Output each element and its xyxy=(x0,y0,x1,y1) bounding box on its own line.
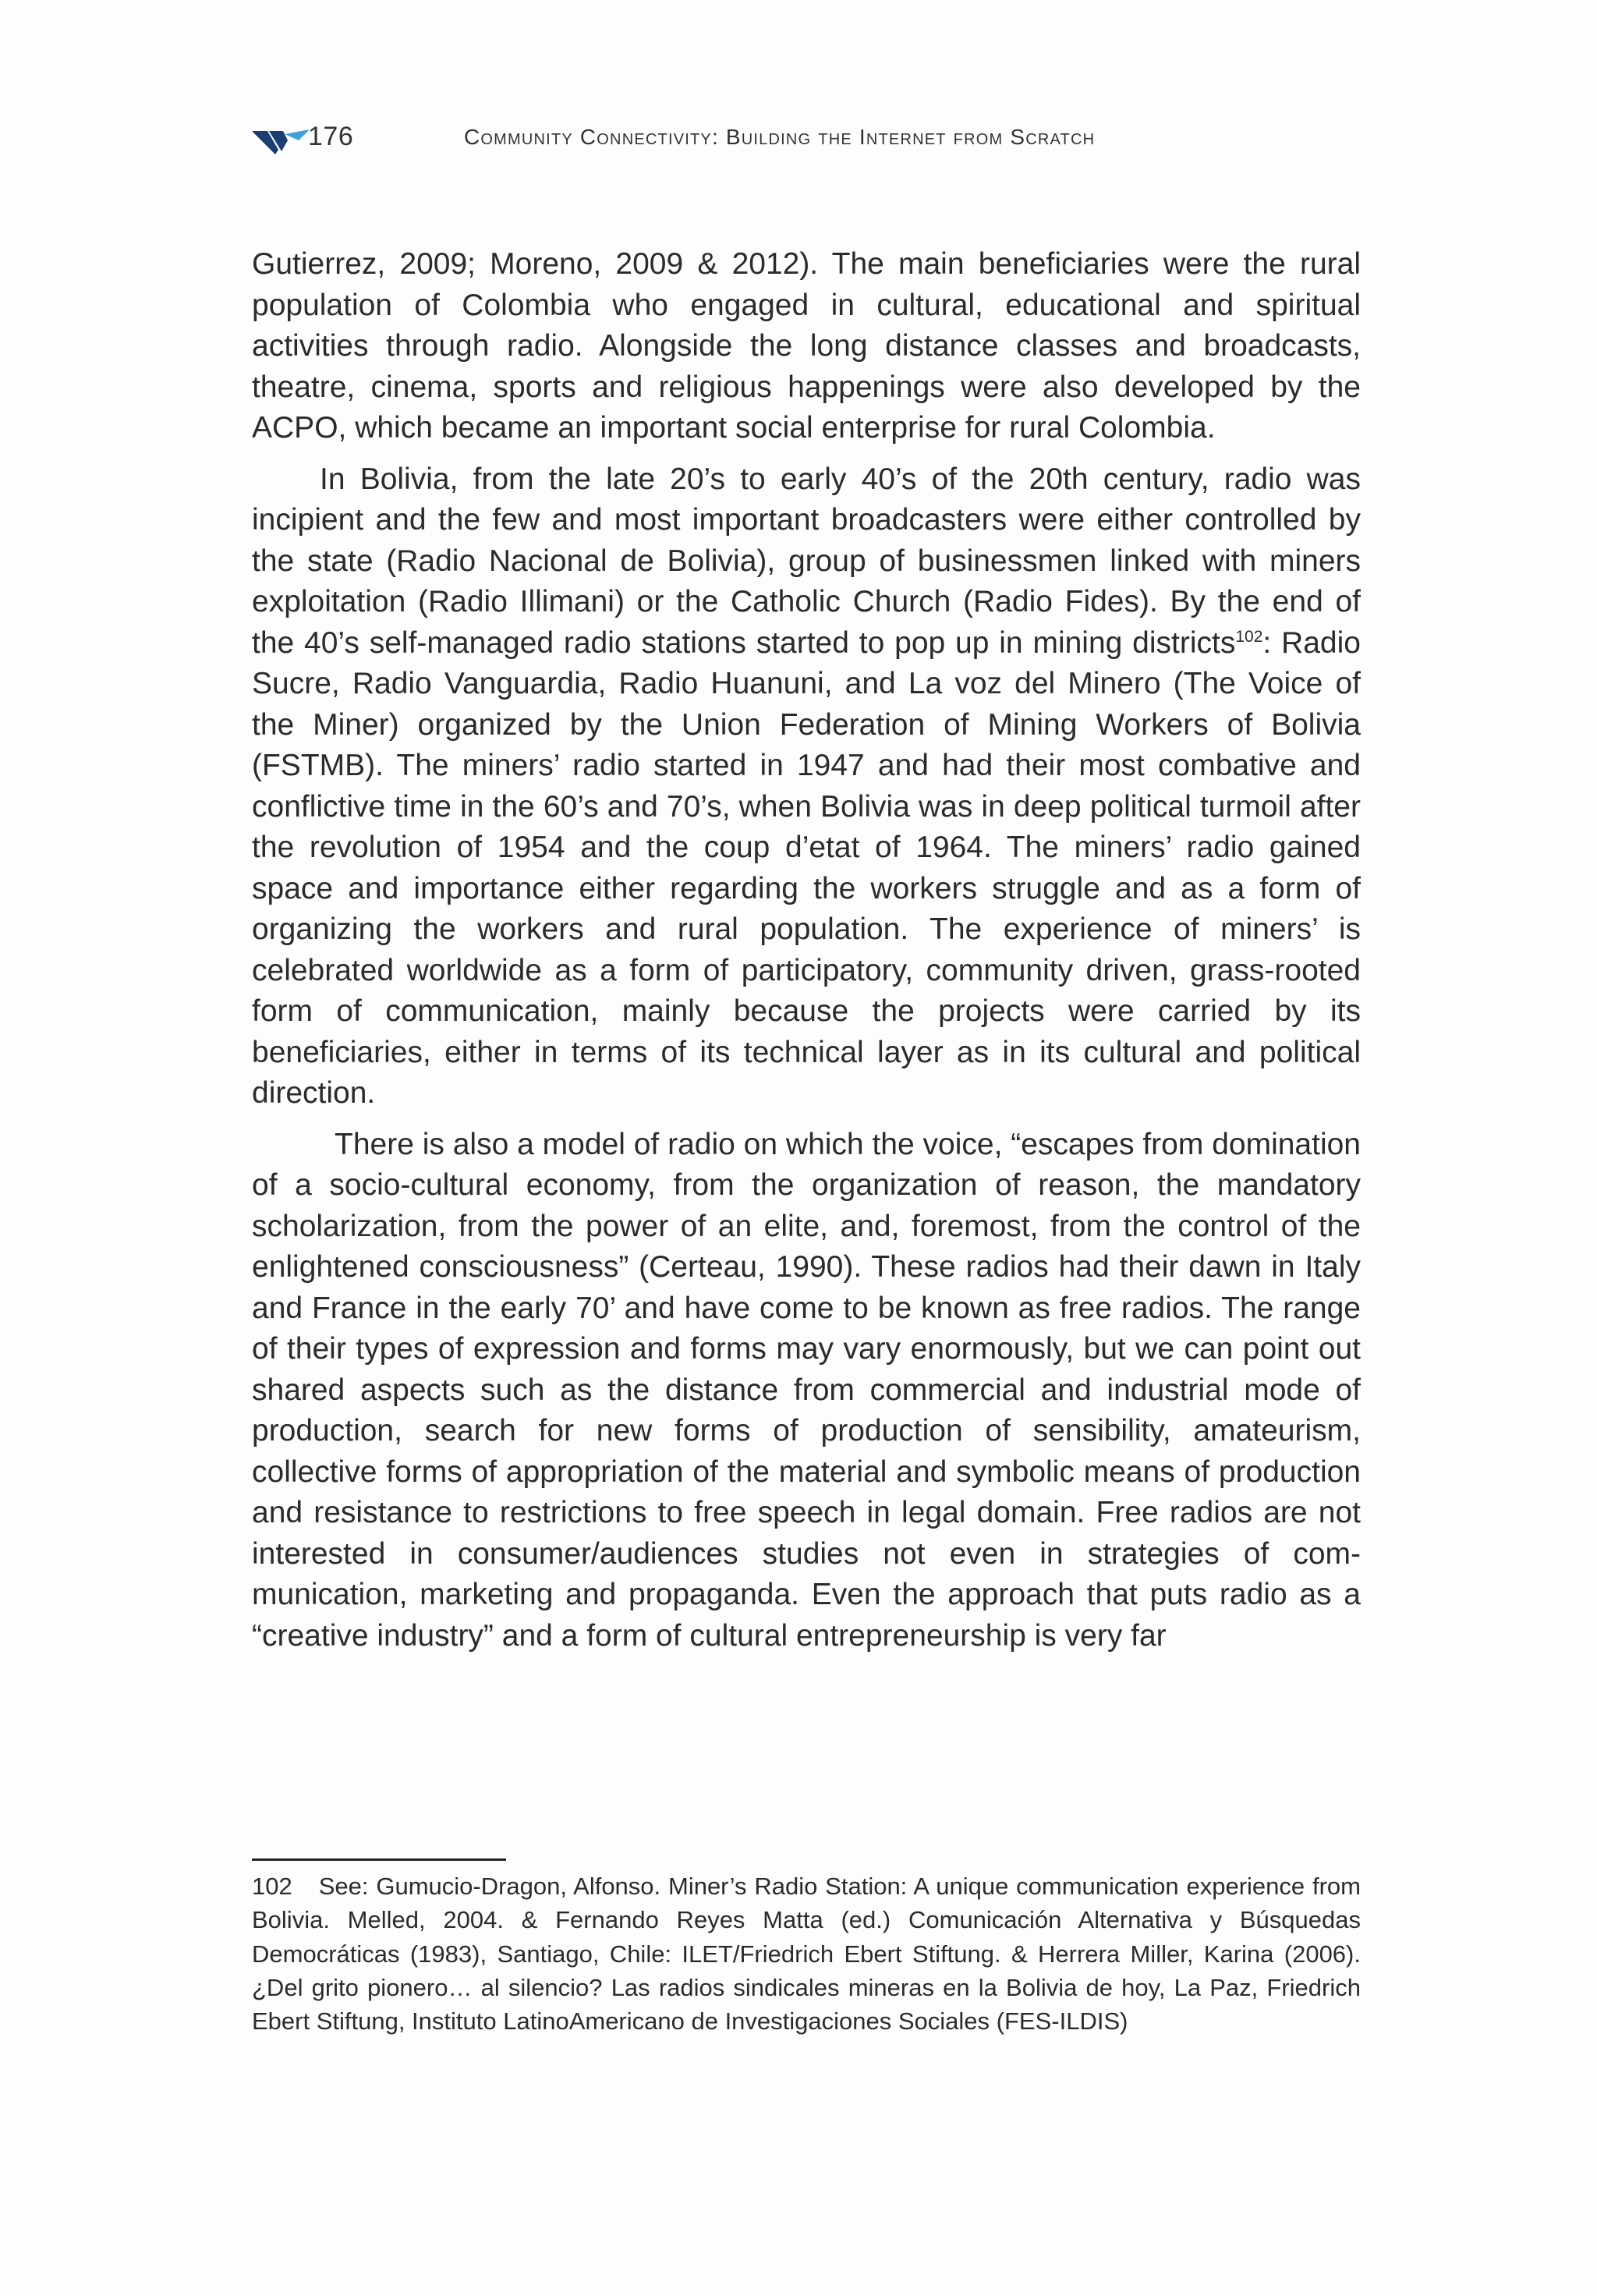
page-number: 176 xyxy=(308,122,354,151)
footnote-divider xyxy=(252,1858,506,1861)
paragraph: There is also a model of radio on which the voice, “escapes from domination of a socio-cultural economy, from the organization of reason, the mandatory scholarization, from the power of an elite, and, foremost, from the control of the enlightened consciousness” (Certeau, 1990). These radios had their dawn in Italy and France in the early 70’ and have come to be known as free radios. The range of their types of expression and forms may vary enormously, but we can point out shared aspects such as the distance from commercial and industrial mode of production, search for new forms of production of sensibility, amateurism, collective forms of appropriation of the material and symbolic means of production and resistance to restrictions to free speech in legal domain. Free radios are not interested in consumer/audiences studies not even in strategies of communication, marketing and propaganda. Even the approach that puts radio as a “creative industry” and a form of cultural entrepreneurship is very far xyxy=(252,1127,1361,1653)
paragraph-text: In Bolivia, from the late 20’s to early 40’s of the 20th century, radio was incipient and the few and most important broadcasters were either controlled by the state (Radio Nacional de Bolivia), group of businessmen linked with miners exploitation (Radio Illimani) or the Catholic Church (Radio Fides). By the end of the 40’s self-managed radio stations started to pop up in mining districts xyxy=(252,462,1361,660)
paragraph xyxy=(252,459,1361,1114)
page-header xyxy=(252,117,1367,164)
running-title: Community Connectivity: Building the Internet from Scratch xyxy=(464,125,1096,149)
footnote-number: 102 xyxy=(252,1873,292,1900)
body-text xyxy=(252,244,1361,1667)
footnote xyxy=(252,1869,1361,2038)
footnote-reference[interactable]: 102 xyxy=(1235,627,1263,646)
footnote-text: See: Gumucio-Dragon, Alfonso. Miner’s Radio Station: A unique communication experience from Bolivia. Melled, 2004. & Fernando Reyes Matta (ed.) Comunicación Alternativa y Búsquedas Democráticas (1983), Santiago, Chile: ILET/Friedrich Ebert Stiftung. & Herrera Miller, Karina (2006). ¿Del grito pionero… al silencio? Las radios sindicales mineras en la Bolivia de hoy, La Paz, Friedrich Ebert Stiftung, Instituto LatinoAmericano de Investigaciones Sociales (FES-ILDIS) xyxy=(252,1873,1361,2036)
paragraph-text: : Radio Sucre, Radio Vanguardia, Radio Huanuni, and La voz del Minero (The Voice of the Miner) organized by the Union Federation of Mining Workers of Bolivia (FSTMB). The miners’ radio started in 1947 and had their most combative and conflictive time in the 60’s and 70’s, when Bolivia was in deep political turmoil after the revolution of 1954 and the coup d’etat of 1964. The miners’ radio gained space and importance either regarding the workers struggle and as a form of organizing the workers and rural population. The experience of miners’ is celebrated worldwide as a form of participatory, community driven, grass-rooted form of communication, mainly because the projects were carried by its beneficiaries, either in terms of its technical layer as in its cultural and political direction. xyxy=(252,625,1361,1110)
publisher-logo-icon xyxy=(252,129,311,154)
paragraph: Gutierrez, 2009; Moreno, 2009 & 2012). The main beneficiaries were the rural population of Colombia who engaged in cultural, educational and spiritual activities through radio. Alongside the long distance classes and broadcasts, theatre, cinema, sports and religious happenings were also developed by the ACPO, which became an important social enterprise for rural Colombia. xyxy=(252,247,1361,445)
